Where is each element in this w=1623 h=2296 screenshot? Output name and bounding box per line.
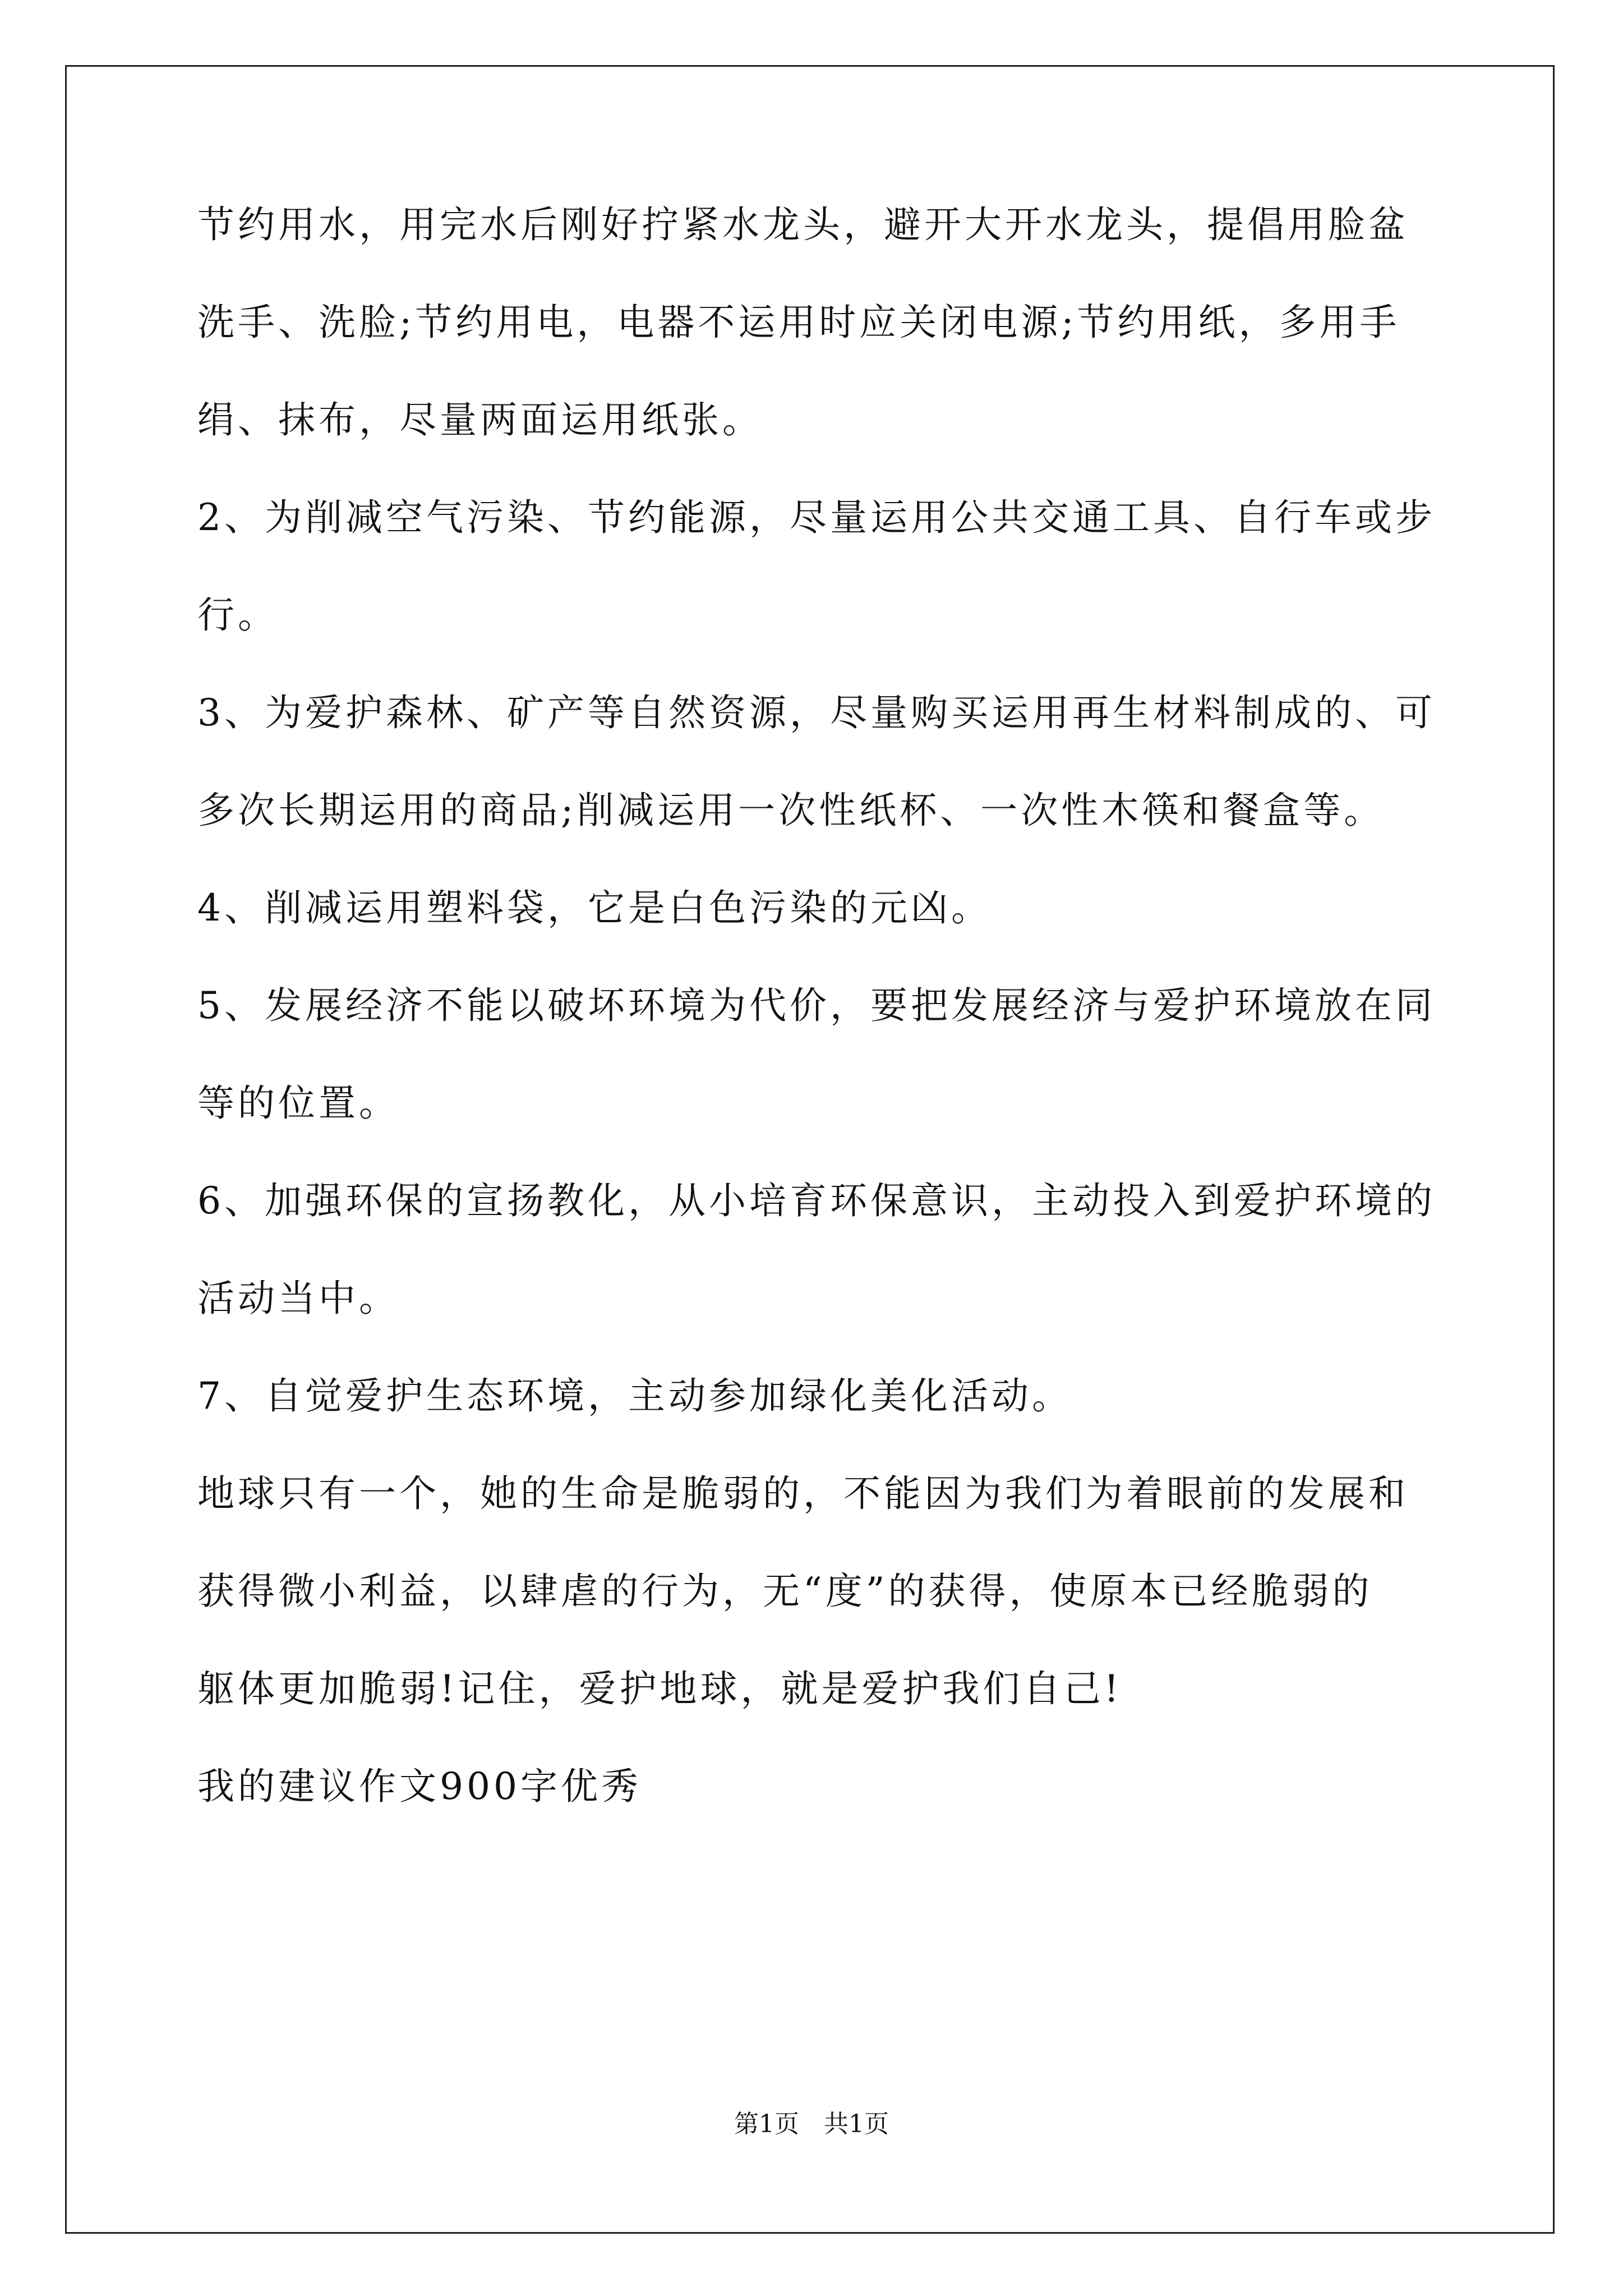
text-line: 躯体更加脆弱!记住，爱护地球，就是爱护我们自己!: [197, 1667, 1123, 1710]
text-line: 活动当中。: [197, 1277, 399, 1320]
text-line: 7、自觉爱护生态环境，主动参加绿化美化活动。: [197, 1374, 1072, 1418]
text-line: 地球只有一个，她的生命是脆弱的，不能因为我们为着眼前的发展和: [197, 1472, 1409, 1515]
text-line: 节约用水，用完水后刚好拧紧水龙头，避开大开水龙头，提倡用脸盆: [197, 203, 1409, 246]
text-line: 等的位置。: [197, 1082, 399, 1125]
text-line: 获得微小利益，以肆虐的行为，无“度”的获得，使原本已经脆弱的: [197, 1570, 1373, 1613]
page-footer: [0, 2112, 1623, 2137]
text-line: 4、削减运用塑料袋，它是白色污染的元凶。: [197, 886, 992, 930]
section-title: 我的建议作文900字优秀: [197, 1765, 642, 1808]
page-number: 第1页 共1页: [734, 2110, 889, 2138]
text-line: 5、发展经济不能以破坏环境为代价，要把发展经济与爱护环境放在同: [197, 984, 1436, 1027]
text-line: 多次长期运用的商品;削减运用一次性纸杯、一次性木筷和餐盒等。: [197, 789, 1385, 832]
page-border: [65, 65, 1555, 2234]
text-line: 行。: [197, 593, 278, 637]
text-line: 3、为爱护森林、矿产等自然资源，尽量购买运用再生材料制成的、可: [197, 691, 1436, 734]
text-line: 6、加强环保的宣扬教化，从小培育环保意识，主动投入到爱护环境的: [197, 1179, 1436, 1222]
text-line: 绢、抹布，尽量两面运用纸张。: [197, 398, 763, 441]
text-line: 洗手、洗脸;节约用电，电器不运用时应关闭电源;节约用纸，多用手: [197, 301, 1400, 344]
text-line: 2、为削减空气污染、节约能源，尽量运用公共交通工具、自行车或步: [197, 496, 1436, 539]
